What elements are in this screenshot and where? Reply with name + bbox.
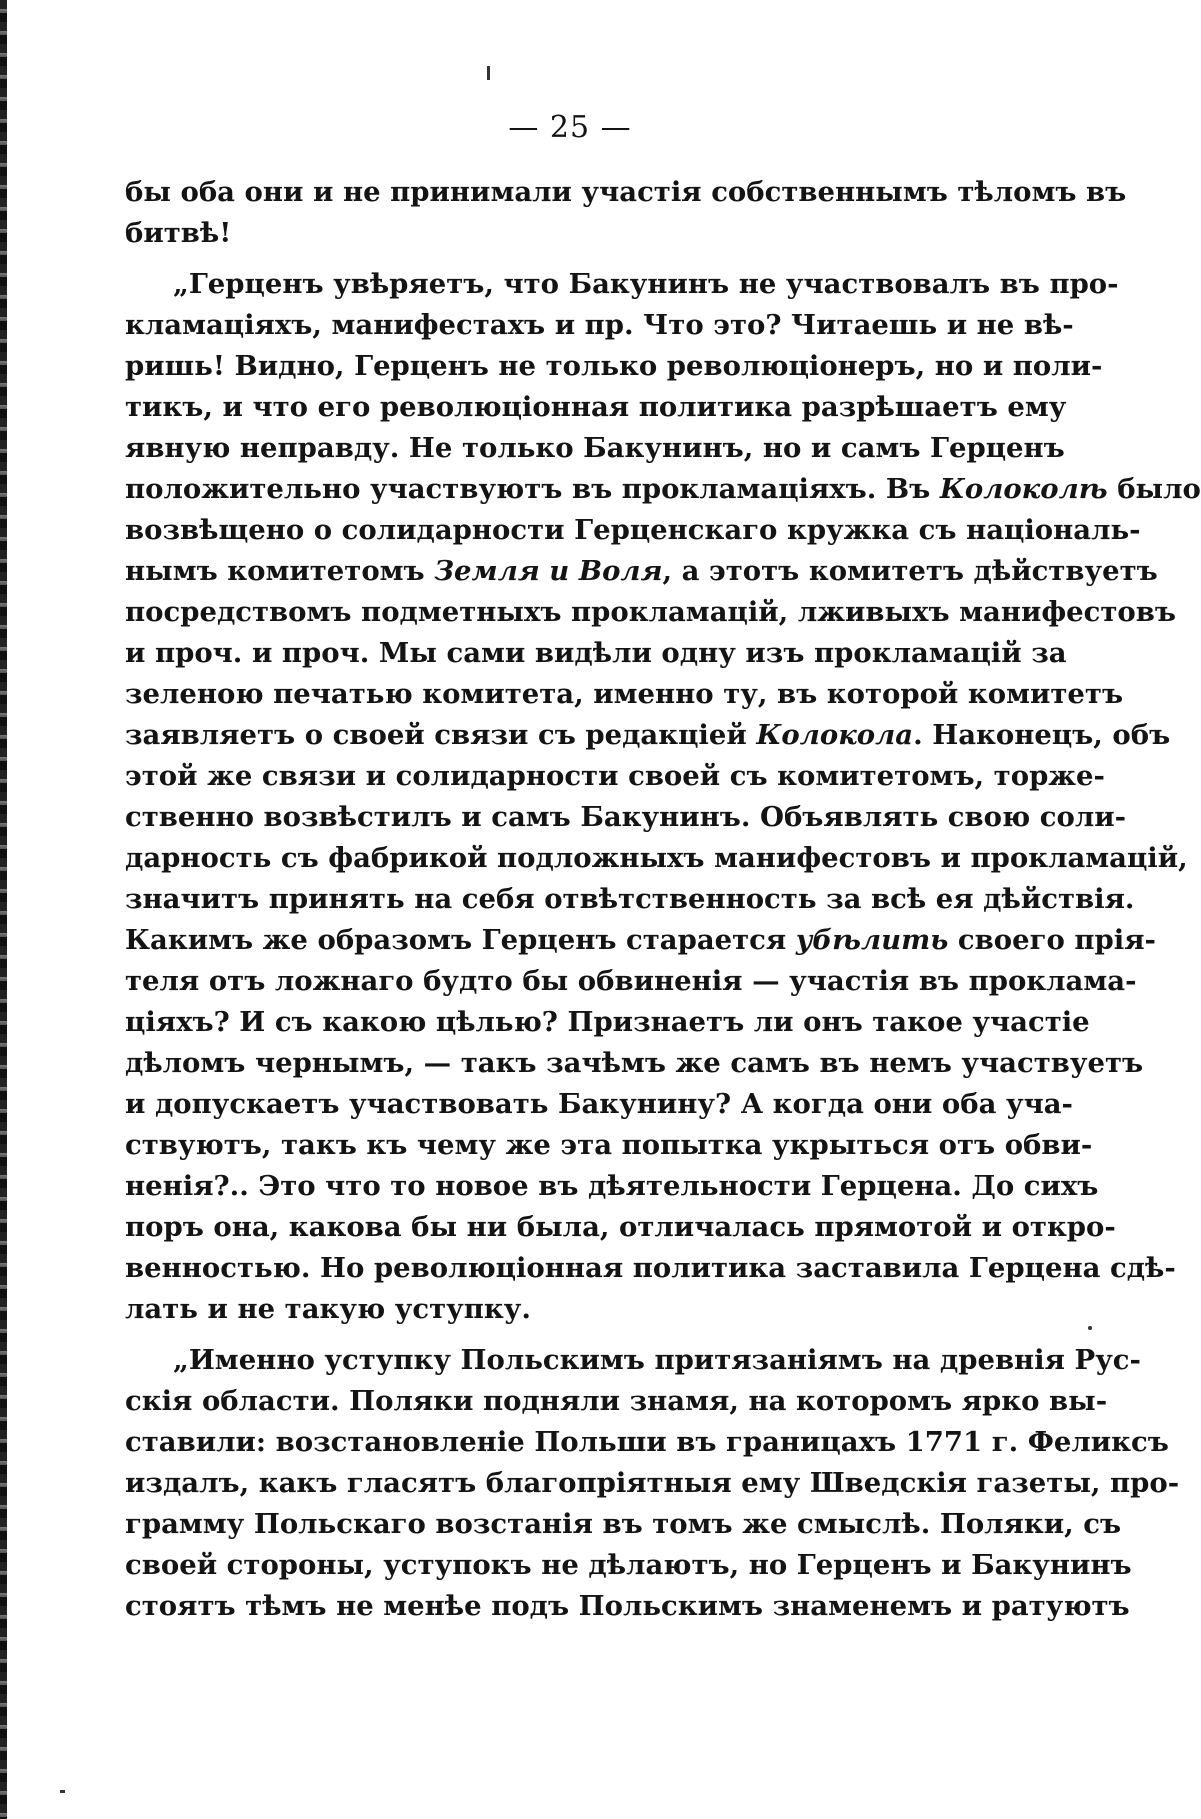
text-span: ствуютъ, такъ къ чему же эта попытка укрыться отъ обви-	[125, 1129, 1093, 1161]
text-line	[125, 172, 1127, 213]
text-line	[125, 1166, 1099, 1207]
text-line	[125, 213, 973, 254]
text-span: значитъ принять на себя отвѣтственность за всѣ ея дѣйствія.	[125, 883, 1135, 915]
text-span: бы оба они и не принимали участія собственнымъ тѣломъ въ	[125, 176, 1127, 208]
text-line	[125, 879, 1135, 920]
text-span: лать и не такую уступку.	[125, 1293, 531, 1325]
text-span: „Герценъ увѣряетъ, что Бакунинъ не участвовалъ въ про-	[173, 268, 1119, 300]
text-line	[125, 1002, 1090, 1043]
text-line	[125, 346, 1103, 387]
text-line	[125, 1586, 1130, 1627]
text-span: ціяхъ? И съ какою цѣлью? Признаетъ ли онъ такое участіе	[125, 1006, 1090, 1038]
text-line	[125, 633, 1067, 674]
text-line	[125, 1340, 1141, 1381]
text-line	[125, 1422, 1169, 1463]
text-span: , а этотъ комитетъ дѣйствуетъ	[662, 555, 1158, 587]
text-line	[125, 1381, 1108, 1422]
text-span: стоятъ тѣмъ не менѣе подъ Польскимъ знаменемъ и ратуютъ	[125, 1590, 1130, 1622]
text-span: явную неправду. Не только Бакунинъ, но и самъ Герценъ	[125, 432, 1065, 464]
text-line	[125, 961, 1137, 1002]
body-text	[125, 172, 1201, 1627]
text-span: грамму Польскаго возстанія въ томъ же смыслѣ. Поляки, съ	[125, 1508, 1122, 1540]
text-line	[125, 469, 1201, 510]
text-span: зеленою печатью комитета, именно ту, въ которой комитетъ	[125, 678, 1124, 710]
text-span: дѣломъ чернымъ, — такъ зачѣмъ же самъ въ немъ участвуетъ	[125, 1047, 1144, 1079]
text-span: дарность съ фабрикой подложныхъ манифестовъ и прокламацій,	[125, 842, 1188, 874]
ink-speck	[60, 1790, 65, 1793]
text-span: возвѣщено о солидарности Герценскаго кружка съ національ-	[125, 514, 1141, 546]
text-line	[125, 428, 1065, 469]
paragraph-gap	[125, 1330, 973, 1340]
text-span: „Именно уступку Польскимъ притязаніямъ на древнія Рус-	[173, 1344, 1141, 1376]
text-line	[125, 1125, 1093, 1166]
text-line	[125, 305, 1074, 346]
page-number: — 25 —	[508, 110, 632, 145]
text-span: скія области. Поляки подняли знамя, на которомъ ярко вы-	[125, 1385, 1108, 1417]
text-line	[125, 551, 1158, 592]
italic-text: убѣлить	[795, 924, 949, 956]
text-line	[125, 674, 1124, 715]
text-span: ришь! Видно, Герценъ не только революціонеръ, но и поли-	[125, 350, 1103, 382]
text-line	[125, 756, 1105, 797]
text-line	[125, 715, 1171, 756]
italic-text: Колокола	[756, 719, 914, 751]
text-line	[125, 592, 1176, 633]
text-line	[125, 264, 1119, 305]
text-span: нымъ комитетомъ	[125, 555, 435, 587]
text-span: тикъ, и что его революціонная политика разрѣшаетъ ему	[125, 391, 1067, 423]
text-span: заявляетъ о своей связи съ редакціей	[125, 719, 757, 751]
text-line	[125, 510, 1141, 551]
text-line	[125, 1463, 1180, 1504]
text-span: ственно возвѣстилъ и самъ Бакунинъ. Объявлять свою соли-	[125, 801, 1127, 833]
text-line	[125, 797, 1127, 838]
text-line	[125, 920, 1156, 961]
text-span: битвѣ!	[125, 217, 232, 249]
text-span: кламаціяхъ, манифестахъ и пр. Что это? Читаешь и не вѣ-	[125, 309, 1074, 341]
text-line	[125, 1289, 973, 1330]
text-line	[125, 1084, 1073, 1125]
text-line	[125, 387, 1067, 428]
text-line	[125, 838, 1188, 879]
text-span: издалъ, какъ гласятъ благопріятныя ему Шведскія газеты, про-	[125, 1467, 1180, 1499]
text-line	[125, 1545, 1132, 1586]
italic-text: Колоколѣ	[939, 473, 1108, 505]
ink-speck	[1088, 1326, 1092, 1330]
text-span: своей стороны, уступокъ не дѣлаютъ, но Герценъ и Бакунинъ	[125, 1549, 1132, 1581]
text-span: и допускаетъ участвовать Бакунину? А когда они оба уча-	[125, 1088, 1073, 1120]
scan-edge-artifact	[0, 0, 7, 1819]
text-span: теля отъ ложнаго будто бы обвиненія — участія въ проклама-	[125, 965, 1137, 997]
text-span: было	[1107, 473, 1201, 505]
text-span: и проч. и проч. Мы сами видѣли одну изъ прокламацій за	[125, 637, 1067, 669]
text-line	[125, 1043, 1144, 1084]
text-line	[125, 1248, 1176, 1289]
text-line	[125, 1207, 1116, 1248]
text-span: своего прія-	[948, 924, 1156, 956]
text-span: посредствомъ подметныхъ прокламацій, лживыхъ манифестовъ	[125, 596, 1176, 628]
ink-speck	[487, 66, 490, 80]
text-span: ненія?.. Это что то новое въ дѣятельности Герцена. До сихъ	[125, 1170, 1099, 1202]
text-line	[125, 1504, 1122, 1545]
text-span: этой же связи и солидарности своей съ комитетомъ, торже-	[125, 760, 1105, 792]
text-span: венностью. Но революціонная политика заставила Герцена сдѣ-	[125, 1252, 1176, 1284]
text-span: поръ она, какова бы ни была, отличалась прямотой и откро-	[125, 1211, 1116, 1243]
text-span: . Наконецъ, объ	[913, 719, 1171, 751]
text-span: ставили: возстановленіе Польши въ границахъ 1771 г. Феликсъ	[125, 1426, 1169, 1458]
text-span: положительно участвуютъ въ прокламаціяхъ. Въ	[125, 473, 940, 505]
text-span: Какимъ же образомъ Герценъ старается	[125, 924, 796, 956]
paragraph-gap	[125, 254, 973, 264]
italic-text: Земля и Воля	[434, 555, 663, 587]
